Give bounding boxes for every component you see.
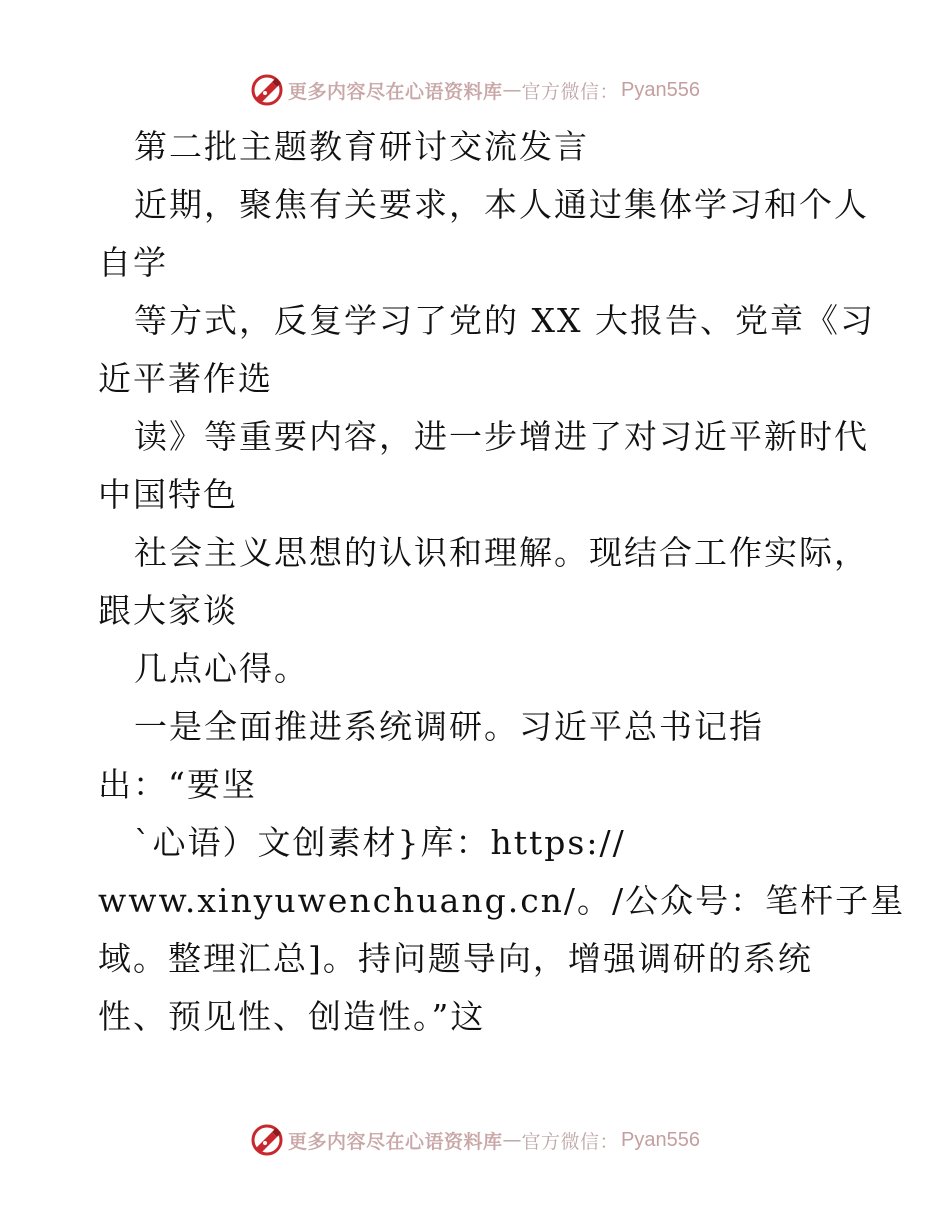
watermark-dash: — bbox=[502, 79, 522, 101]
paragraph-line: 读》等重要内容，进一步增进了对习近平新时代 bbox=[134, 417, 869, 456]
watermark-sub-text: 官方微信： bbox=[521, 80, 620, 103]
paragraph-line: 出：“要坚 bbox=[98, 765, 257, 804]
watermark-main-text: 更多内容尽在心语资料库 bbox=[288, 1130, 503, 1153]
paragraph-line: 社会主义思想的认识和理解。现结合工作实际， bbox=[134, 533, 869, 572]
watermark-sub-text: 官方微信： bbox=[521, 1130, 620, 1153]
paragraph-line: 域。整理汇总]。持问题导向，增强调研的系统 bbox=[98, 939, 813, 978]
paragraph-line: 自学 bbox=[98, 243, 168, 282]
paragraph-line: 中国特色 bbox=[98, 475, 238, 514]
paragraph-line: 等方式，反复学习了党的 XX 大报告、党章《习 bbox=[134, 301, 875, 340]
document-title: 第二批主题教育研讨交流发言 bbox=[134, 127, 589, 166]
paragraph-line: ˋ心语）文创素材}库：https:// bbox=[134, 823, 626, 862]
paragraph-line: 近期，聚焦有关要求，本人通过集体学习和个人 bbox=[134, 185, 869, 224]
watermark-main-text: 更多内容尽在心语资料库 bbox=[288, 80, 503, 103]
paragraph-line: 跟大家谈 bbox=[98, 591, 238, 630]
watermark-dash: — bbox=[502, 1129, 522, 1151]
watermark-wechat-id: Pyan556 bbox=[621, 1128, 700, 1151]
paragraph-line: www.xinyuwenchuang.cn/。/公众号：笔杆子星 bbox=[98, 881, 906, 920]
paragraph-line: 性、预见性、创造性。”这 bbox=[98, 997, 486, 1036]
watermark-wechat-id: Pyan556 bbox=[621, 78, 700, 101]
paragraph-line: 近平著作选 bbox=[98, 359, 273, 398]
footer-watermark bbox=[0, 1118, 950, 1162]
paragraph-line: 一是全面推进系统调研。习近平总书记指 bbox=[134, 707, 764, 746]
paragraph-line: 几点心得。 bbox=[134, 649, 309, 688]
pen-nib-logo-icon bbox=[250, 1123, 284, 1157]
